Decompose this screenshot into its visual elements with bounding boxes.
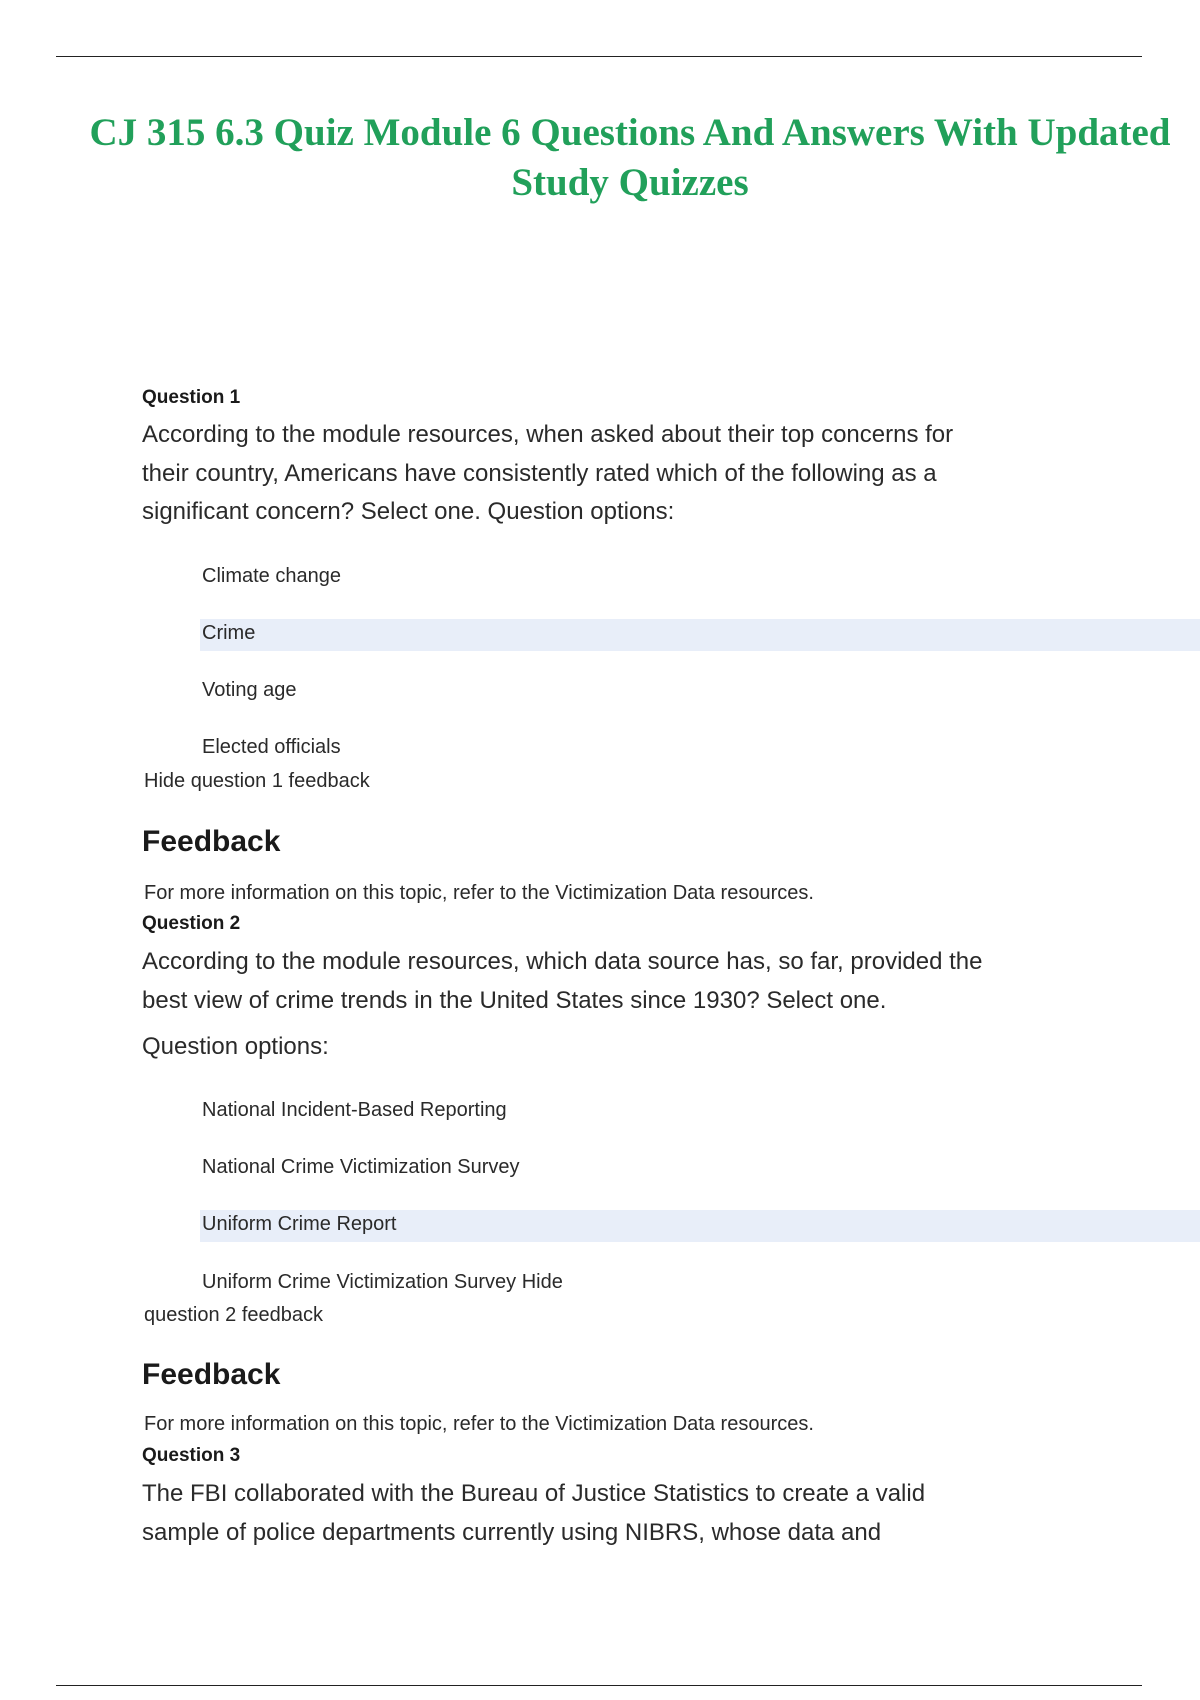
- feedback-heading-1: Feedback: [142, 825, 281, 858]
- selected-option-highlight: [200, 619, 1200, 651]
- question-1-text-line: According to the module resources, when asked about their top concerns for: [142, 421, 954, 448]
- question-2-option-4[interactable]: Uniform Crime Victimization Survey Hide: [202, 1271, 563, 1293]
- question-2-options-label: Question options:: [142, 1033, 329, 1060]
- question-3-text-line: The FBI collaborated with the Bureau of Justice Statistics to create a valid: [142, 1480, 926, 1507]
- question-3-label: Question 3: [142, 1445, 241, 1466]
- question-1-text-line: significant concern? Select one. Question options:: [142, 498, 675, 525]
- question-2-text-line: According to the module resources, which data source has, so far, provided the: [142, 948, 983, 975]
- question-2-label: Question 2: [142, 913, 241, 934]
- question-3-text: [142, 1475, 1142, 1552]
- question-3-text-line: sample of police departments currently using NIBRS, whose data and: [142, 1518, 882, 1546]
- question-1-text: [142, 416, 1142, 532]
- question-1-option-4[interactable]: Elected officials: [202, 736, 341, 758]
- question-1-text-line: their country, Americans have consistently rated which of the following as a: [142, 459, 937, 487]
- feedback-text-2: For more information on this topic, refer to the Victimization Data resources.: [144, 1413, 814, 1435]
- feedback-text-1: For more information on this topic, refer to the Victimization Data resources.: [144, 882, 814, 904]
- title-line-1: CJ 315 6.3 Quiz Module 6 Questions And Answers With Updated: [89, 111, 1171, 154]
- hide-feedback-link-1[interactable]: Hide question 1 feedback: [144, 770, 370, 792]
- question-1-option-1[interactable]: Climate change: [202, 565, 341, 587]
- hide-feedback-link-2[interactable]: question 2 feedback: [144, 1304, 324, 1326]
- question-2-text-line: best view of crime trends in the United States since 1930? Select one.: [142, 986, 887, 1014]
- bottom-rule: [56, 1685, 1142, 1686]
- question-1-option-3[interactable]: Voting age: [202, 679, 297, 701]
- top-rule: [56, 56, 1142, 57]
- question-2-option-1[interactable]: National Incident-Based Reporting: [202, 1099, 507, 1121]
- question-2-option-3-selected[interactable]: Uniform Crime Report: [202, 1213, 397, 1235]
- question-2-option-2[interactable]: National Crime Victimization Survey: [202, 1156, 520, 1178]
- question-1-option-2-selected[interactable]: Crime: [202, 622, 256, 644]
- title-line-2: Study Quizzes: [511, 161, 749, 204]
- feedback-heading-2: Feedback: [142, 1358, 281, 1391]
- question-2-text: [142, 943, 1142, 1020]
- question-1-label: Question 1: [142, 387, 241, 408]
- document-title: [60, 108, 1200, 208]
